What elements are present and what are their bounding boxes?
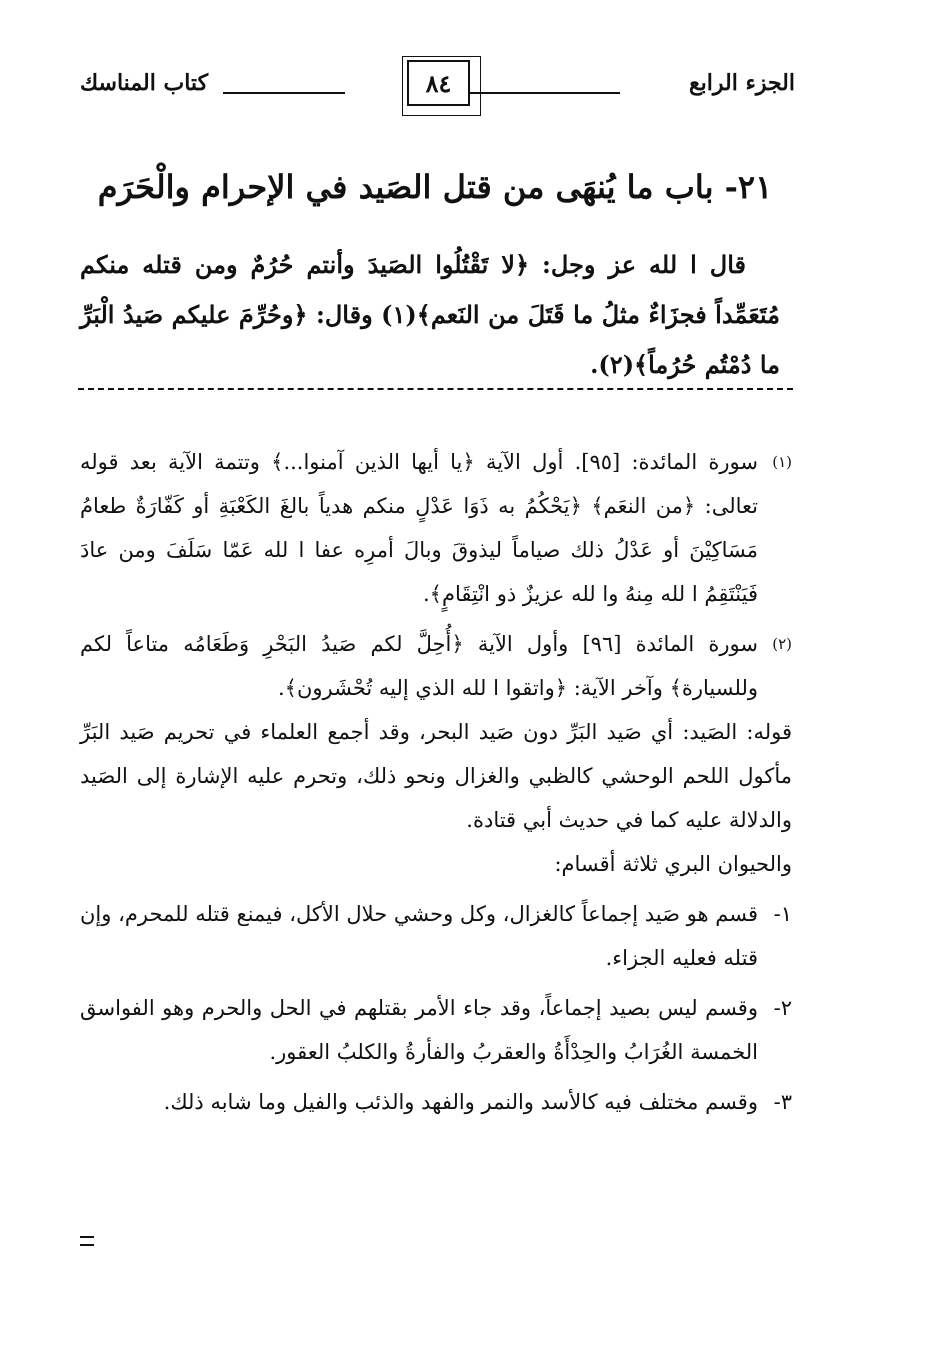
- running-header: [80, 58, 795, 118]
- list-number: ١-: [773, 902, 792, 926]
- header-rule-right: [470, 92, 620, 94]
- footnote-number: (١): [772, 453, 792, 471]
- quran-quote-paragraph: قال ا لله عز وجل: ﴿لا تَقْتُلُوا الصَيدَ وأنتم حُرُمٌ ومن قتله منكم مُتَعَمِّداً فجزَاءٌ مثلُ ما قَتَلَ من النَعم﴾(١) وقال: ﴿وحُرِّمَ عليكم صَيدُ الْبَرِّ ما دُمْتُم حُرُماً﴾(٢).: [80, 250, 780, 379]
- footnote-number: (٢): [772, 635, 792, 653]
- list-number: ٢-: [773, 996, 792, 1020]
- list-text: وقسم مختلف فيه كالأسد والنمر والفهد والذئب والفيل وما شابه ذلك.: [163, 1090, 758, 1114]
- commentary-intro: والحيوان البري ثلاثة أقسام:: [554, 852, 792, 876]
- part-label: الجزء الرابع: [688, 70, 795, 96]
- commentary-paragraph: قوله: الصَيد: أي صَيد البَرِّ دون صَيد البحر، وقد أجمع العلماء في تحريم صَيد البَرِّ مأكول اللحم الوحشي كالظبي والغزال ونحو ذلك، وتحرم عليه الإشارة إلى الصَيد والدلالة عليه كما في حديث أبي قتادة.: [80, 720, 792, 832]
- end-mark: [80, 1236, 94, 1246]
- list-number: ٣-: [773, 1090, 792, 1114]
- list-text: قسم هو صَيد إجماعاً كالغزال، وكل وحشي حلال الأكل، فيمنع قتله للمحرم، وإن قتله فعليه الجزاء.: [80, 902, 758, 970]
- footnote-separator: [78, 388, 793, 390]
- footnote-2: [80, 622, 792, 710]
- list-item-1: [80, 892, 792, 980]
- header-rule-left: [223, 92, 345, 94]
- list-item-2: [80, 986, 792, 1074]
- footnote-1: [80, 440, 792, 616]
- footnote-text: سورة المائدة: [٩٥]. أول الآية ﴿يا أيها الذين آمنوا...﴾ وتتمة الآية بعد قوله تعالى: ﴿من النعَم﴾ ﴿يَحْكُمُ به ذَوَا عَدْلٍ منكم هدياً بالغَ الكَعْبَةِ أو كَفّارَةٌ طعامُ مَسَاكِيْنَ أو عَدْلُ ذلك صياماً ليذوقَ وبالَ أمرِه عفا ا لله عَمّا سَلَفَ ومن عادَ فَيَنْتَقِمُ ا لله مِنهُ وا لله عزيزٌ ذو انْتِقَامٍ﴾.: [80, 450, 758, 606]
- chapter-title: ٢١- باب ما يُنهَى من قتل الصَيد في الإحرام والْحَرَم: [97, 168, 773, 206]
- page-number-box: [407, 60, 470, 106]
- page-number: ٨٤: [425, 68, 452, 98]
- book-label: كتاب المناسك: [80, 70, 209, 96]
- list-text: وقسم ليس بصيد إجماعاً، وقد جاء الأمر بقتلهم في الحل والحرم وهو الفواسق الخمسة الغُرَابُ والحِدْأَةُ والعقربُ والفأرةُ والكلبُ العقور.: [80, 996, 758, 1064]
- list-item-3: [80, 1080, 792, 1124]
- footnotes-section: [80, 440, 792, 1124]
- footnote-text: سورة المائدة [٩٦] وأول الآية ﴿أُحِلَّ لكم صَيدُ البَحْرِ وَطَعَامُه متاعاً لكم وللسيارة﴾ وآخر الآية: ﴿واتقوا ا لله الذي إليه تُحْشَرون﴾.: [80, 632, 758, 700]
- main-text: [80, 240, 780, 390]
